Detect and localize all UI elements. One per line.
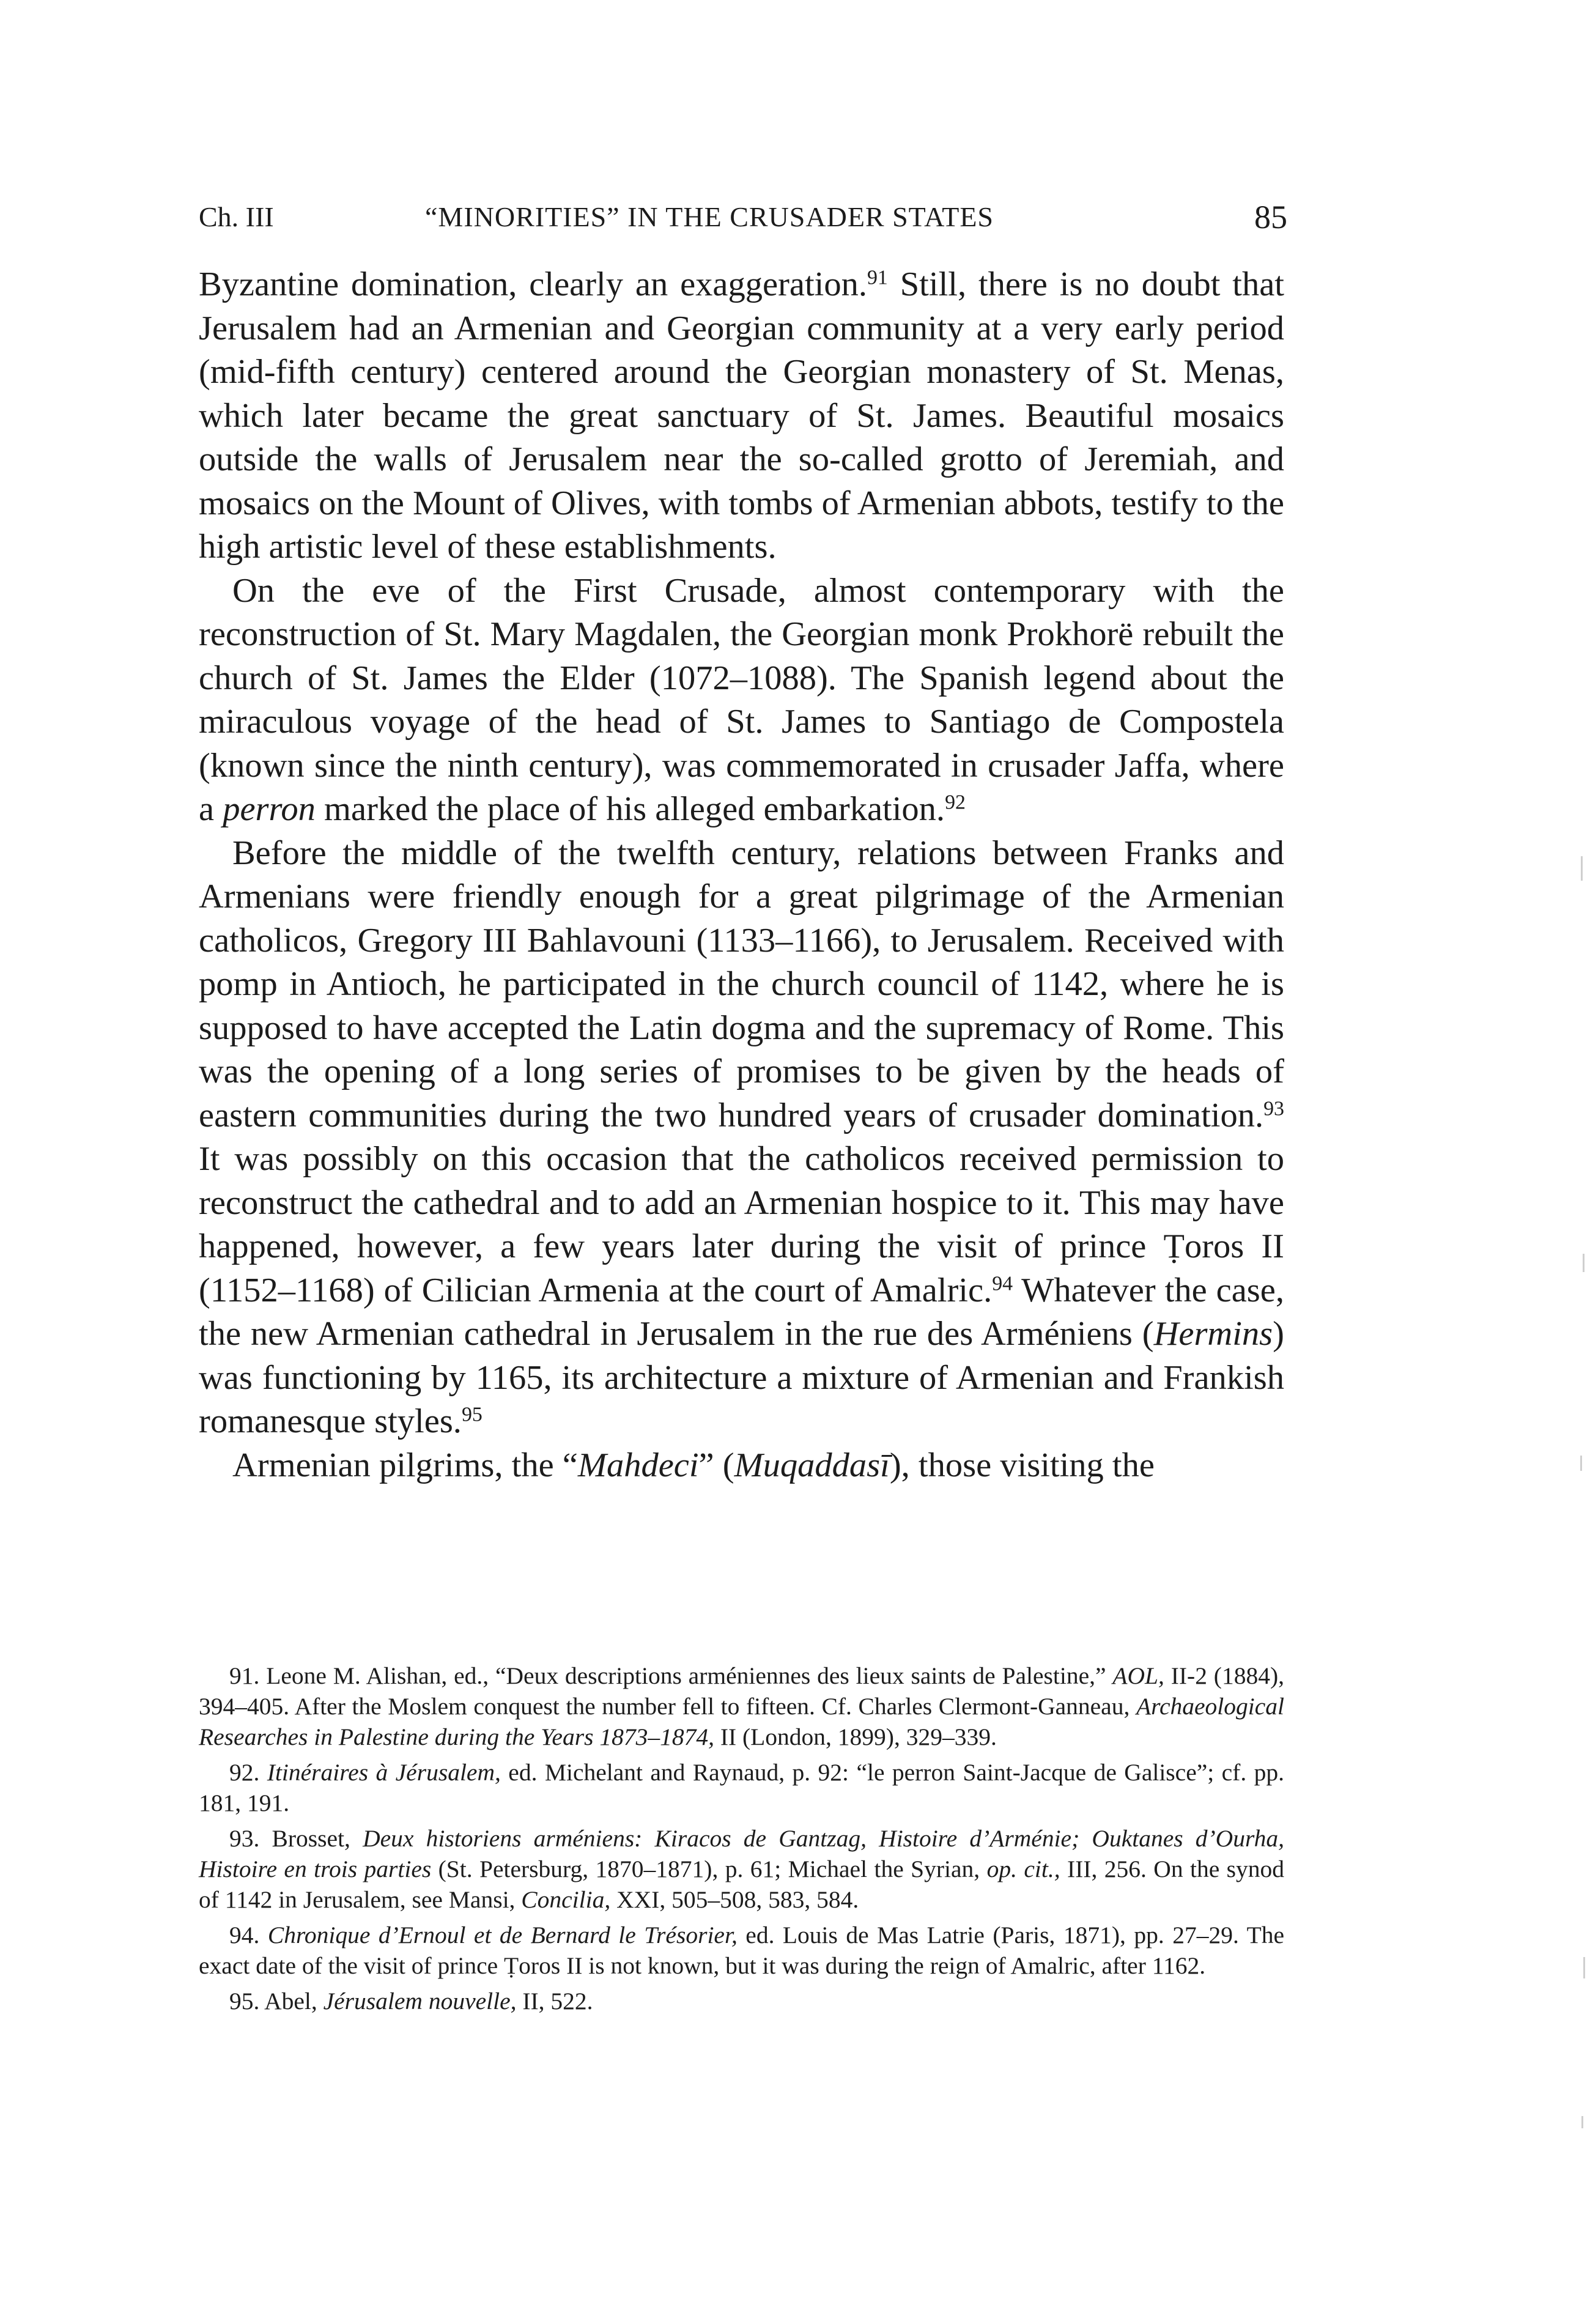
footnote-number: 91. [229, 1662, 260, 1689]
footnote-ref-93: 93 [1263, 1097, 1284, 1120]
italic-term: Mahdeci [577, 1446, 699, 1484]
footnote-number: 93. [229, 1825, 260, 1852]
chapter-label: Ch. III [199, 201, 274, 232]
text-run: Before the middle of the twelfth century, relations between Franks and Armenians were friendly enough for a great pilgrimage of the Armenian catholicos, Gregory III Bahlavouni (1133–1166), to Jerusalem. Received with pomp in Antioch, he participated in the church council of 1142, where he is supposed to have accepted the Latin dogma and the supremacy of Rome. This was the opening of a long series of promises to be given by the heads of eastern communities during the two hundred years of crusader domination. [199, 834, 1284, 1134]
footnote-ref-95: 95 [461, 1403, 483, 1426]
footnote-92 [199, 1757, 1284, 1818]
text-run: On the eve of the First Crusade, almost contemporary with the reconstruction of St. Mary Magdalen, the Georgian monk Prokhorë rebuilt the church of St. James the Elder (1072–1088). The Spanish legend about the miraculous voyage of the head of St. James to Santiago de Compostela (known since the ninth century), was commemorated in crusader Jaffa, where a [199, 571, 1284, 828]
italic-title: AOL, [1112, 1662, 1164, 1689]
italic-title: Itinéraires à Jérusalem, [267, 1759, 501, 1786]
text-run: II (London, 1899), 329–339. [714, 1723, 997, 1750]
italic-term: Muqaddasī [734, 1446, 890, 1484]
italic-title: Archaeological Researches in Palestine during the Years 1873–1874, [199, 1693, 1284, 1750]
paragraph-2 [199, 569, 1284, 832]
footnote-91 [199, 1660, 1284, 1752]
text-run: III, 256. On the synod of 1142 in Jerusalem, see Mansi, [199, 1856, 1285, 1913]
italic-title: Jérusalem nouvelle, [323, 1988, 517, 2015]
footnote-ref-94: 94 [992, 1271, 1013, 1295]
footnote-94 [199, 1920, 1284, 1981]
text-run: ed. Michelant and Raynaud, p. 92: “le perron Saint-Jacque de Galisce”; cf. pp. 181, 191. [199, 1759, 1284, 1816]
running-head [199, 196, 1287, 239]
scan-edge-marks [1578, 0, 1590, 2324]
footnotes [199, 1660, 1284, 2021]
footnote-95 [199, 1986, 1284, 2016]
footnote-number: 92. [229, 1759, 260, 1786]
main-text [199, 263, 1284, 1487]
footnote-number: 94. [229, 1922, 260, 1948]
footnote-number: 95. [229, 1988, 260, 2015]
text-run: II, 522. [516, 1988, 593, 2015]
paragraph-3 [199, 832, 1284, 1444]
scan-speck [1583, 1957, 1585, 1978]
footnote-93 [199, 1823, 1284, 1915]
text-run: (St. Petersburg, 1870–1871), p. 61; Michael the Syrian, [431, 1856, 987, 1882]
footnote-ref-91: 91 [867, 266, 888, 289]
italic-title: Deux historiens arméniens: Kiracos de Gantzag, Histoire d’Arménie; Ouktanes d’Ourha, Histoire en trois parties [199, 1825, 1284, 1882]
italic-title: Chronique d’Ernoul et de Bernard le Trésorier, [267, 1922, 738, 1948]
paragraph-4 [199, 1444, 1284, 1488]
text-run: Whatever the case, the new Armenian cathedral in Jerusalem in the rue des Arméniens ( [199, 1271, 1284, 1353]
text-run: Leone M. Alishan, ed., “Deux descriptions arméniennes des lieux saints de Palestine,” [259, 1662, 1113, 1689]
text-run: Byzantine domination, clearly an exaggeration. [199, 265, 867, 303]
text-run: ” ( [698, 1446, 734, 1484]
scan-speck [1581, 2116, 1583, 2128]
italic-title: op. cit., [986, 1856, 1060, 1882]
text-run: II-2 (1884), 394–405. After the Moslem conquest the number fell to fifteen. Cf. Charles Clermont-Ganneau, [199, 1662, 1284, 1720]
text-run: Brosset, [259, 1825, 363, 1852]
text-run: XXI, 505–508, 583, 584. [610, 1886, 859, 1913]
italic-term: perron [223, 790, 316, 828]
page-number: 85 [1254, 199, 1287, 235]
footnote-ref-92: 92 [945, 791, 966, 814]
text-run: It was possibly on this occasion that the catholicos received permission to reconstruct the cathedral and to add an Armenian hospice to it. This may have happened, however, a few years later during the visit of prince Ṭoros II (1152–1168) of Cilician Armenia at the court of Amalric. [199, 1140, 1284, 1309]
text-run: ) was functioning by 1165, its architecture a mixture of Armenian and Frankish romanesque styles. [199, 1315, 1284, 1440]
text-run: ), those visiting the [889, 1446, 1155, 1484]
paragraph-1 [199, 263, 1284, 569]
scan-speck [1581, 856, 1583, 881]
italic-term: Hermins [1153, 1315, 1273, 1353]
text-run: Still, there is no doubt that Jerusalem had an Armenian and Georgian community at a very early period (mid-fifth century) centered around the Georgian monastery of St. Menas, which later became the great sanctuary of St. James. Beautiful mosaics outside the walls of Jerusalem near the so-called grotto of Jeremiah, and mosaics on the Mount of Olives, with tombs of Armenian abbots, testify to the high artistic level of these establishments. [199, 265, 1284, 566]
scan-speck [1583, 1254, 1584, 1272]
running-title: “MINORITIES” IN THE CRUSADER STATES [425, 201, 994, 232]
text-run: Abel, [259, 1988, 324, 2015]
italic-title: Concilia, [521, 1886, 611, 1913]
text-run: marked the place of his alleged embarkation. [315, 790, 945, 828]
text-run: ed. Louis de Mas Latrie (Paris, 1871), pp. 27–29. The exact date of the visit of prince Ṭoros II is not known, but it was during the reign of Amalric, after 1162. [199, 1922, 1284, 1979]
text-run: Armenian pilgrims, the “ [232, 1446, 578, 1484]
scan-speck [1580, 1456, 1582, 1471]
